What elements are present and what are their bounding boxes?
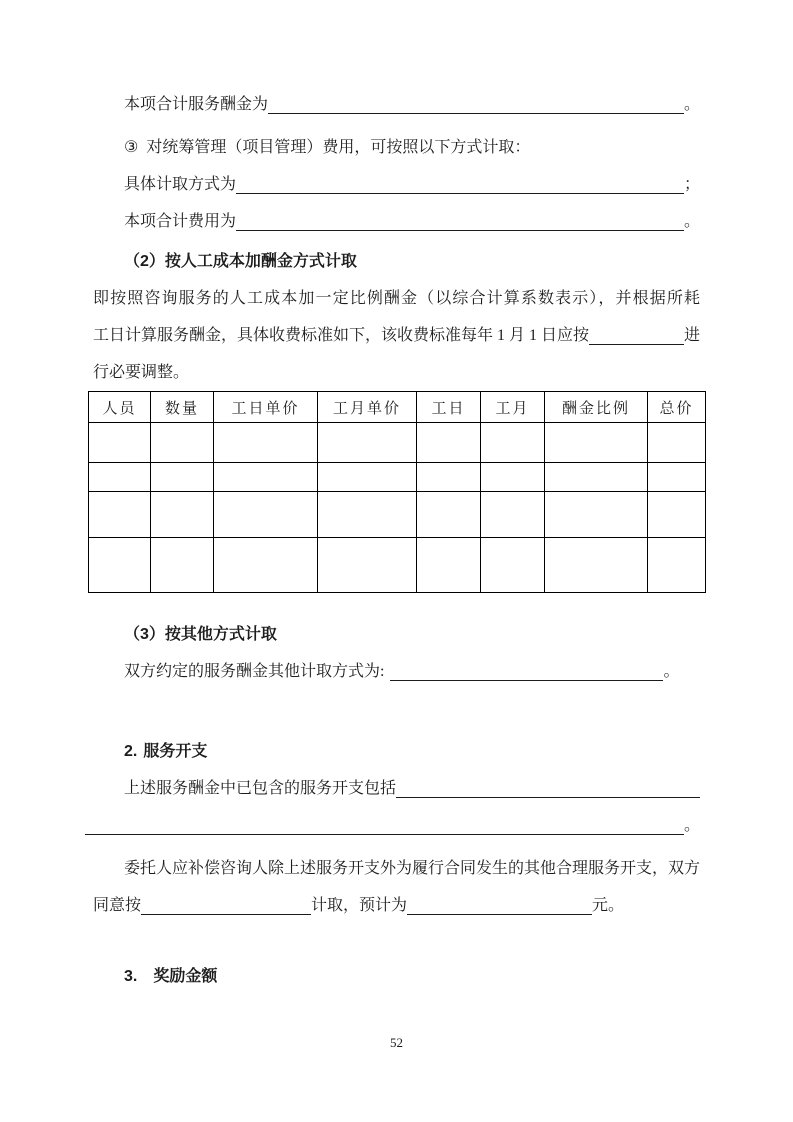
service-expense-label: 服务开支: [143, 743, 208, 760]
rate-table: [88, 391, 706, 593]
service-expense-number: 2.: [124, 743, 138, 760]
additional-expenses-prefix: 同意按: [93, 897, 142, 914]
included-expenses-blank-2: [85, 807, 684, 835]
table-row: [89, 538, 706, 593]
col-header-day-rate: 工日单价: [214, 392, 318, 423]
item-3-line: [93, 129, 700, 166]
additional-expenses-paragraph: [93, 850, 700, 924]
other-method-period: 。: [663, 663, 680, 680]
adjustment-basis-blank: [589, 317, 684, 345]
table-row: [89, 492, 706, 538]
circled-3-marker: ③: [124, 139, 139, 156]
section-3-other-method-heading: （3）按其他方式计取: [124, 626, 277, 643]
estimated-amount-blank: [407, 887, 592, 915]
table-row: [89, 463, 706, 492]
item-3-text: 对统筹管理（项目管理）费用，可按照以下方式计取：: [146, 139, 531, 156]
col-header-total-price: 总价: [648, 392, 706, 423]
included-expenses-blank-1: [396, 770, 700, 798]
method-label: 具体计取方式为: [124, 176, 237, 193]
total-cost-blank: [236, 203, 684, 231]
included-expenses-paragraph: [93, 770, 700, 844]
col-header-fee-ratio: 酬金比例: [545, 392, 648, 423]
total-service-fee-label: 本项合计服务酬金为: [124, 96, 269, 113]
col-header-personnel: 人员: [89, 392, 151, 423]
total-service-fee-period: 。: [683, 96, 700, 113]
reward-amount-label: 奖励金额: [153, 968, 218, 985]
other-method-blank: [390, 653, 663, 681]
total-cost-label: 本项合计费用为: [124, 213, 237, 230]
labor-cost-para-line1: 即按照咨询服务的人工成本加一定比例酬金（以综合计算系数表示），并根据所耗: [93, 290, 700, 307]
included-expenses-period: 。: [683, 817, 700, 834]
labor-cost-paragraph: [93, 280, 700, 391]
additional-expenses-line1: 委托人应补偿咨询人除上述服务开支外为履行合同发生的其他合理服务开支，双方: [124, 860, 701, 877]
labor-cost-para-line3: 行必要调整。: [93, 364, 190, 381]
labor-cost-para-line2-text: 工日计算服务酬金，具体收费标准如下，该收费标准每年 1 月 1 日应按: [93, 327, 590, 344]
additional-expenses-mid: 计取，预计为: [311, 897, 408, 914]
included-expenses-label: 上述服务酬金中已包含的服务开支包括: [124, 780, 397, 797]
total-cost-period: 。: [683, 213, 700, 230]
method-blank: [236, 166, 684, 194]
total-cost-line: [93, 203, 700, 240]
table-row: [89, 423, 706, 463]
other-method-line: [93, 653, 700, 690]
page-number: 52: [390, 1035, 403, 1050]
section-reward-amount-heading: [93, 958, 700, 995]
col-header-work-months: 工月: [481, 392, 545, 423]
total-service-fee-line: [93, 86, 700, 123]
method-line: [93, 166, 700, 203]
col-header-month-rate: 工月单价: [318, 392, 417, 423]
section-service-expense-heading: [93, 733, 700, 770]
labor-cost-para-line2-end: 进: [683, 327, 700, 344]
additional-expenses-line2: [93, 887, 700, 924]
included-expenses-line2: [85, 807, 700, 844]
col-header-quantity: 数量: [151, 392, 214, 423]
total-service-fee-blank: [268, 86, 684, 114]
other-method-label: 双方约定的服务酬金其他计取方式为:: [124, 663, 385, 680]
reward-amount-number: 3.: [124, 968, 138, 985]
col-header-work-days: 工日: [417, 392, 481, 423]
additional-expenses-suffix: 元。: [592, 897, 625, 914]
included-expenses-line1: [93, 770, 700, 807]
method-semicolon: ；: [683, 176, 700, 193]
labor-cost-para-line2: [93, 317, 700, 354]
rate-table-header-row: [89, 392, 706, 423]
section-2-labor-cost-heading: （2）按人工成本加酬金方式计取: [124, 253, 357, 270]
calculation-basis-blank: [141, 887, 311, 915]
